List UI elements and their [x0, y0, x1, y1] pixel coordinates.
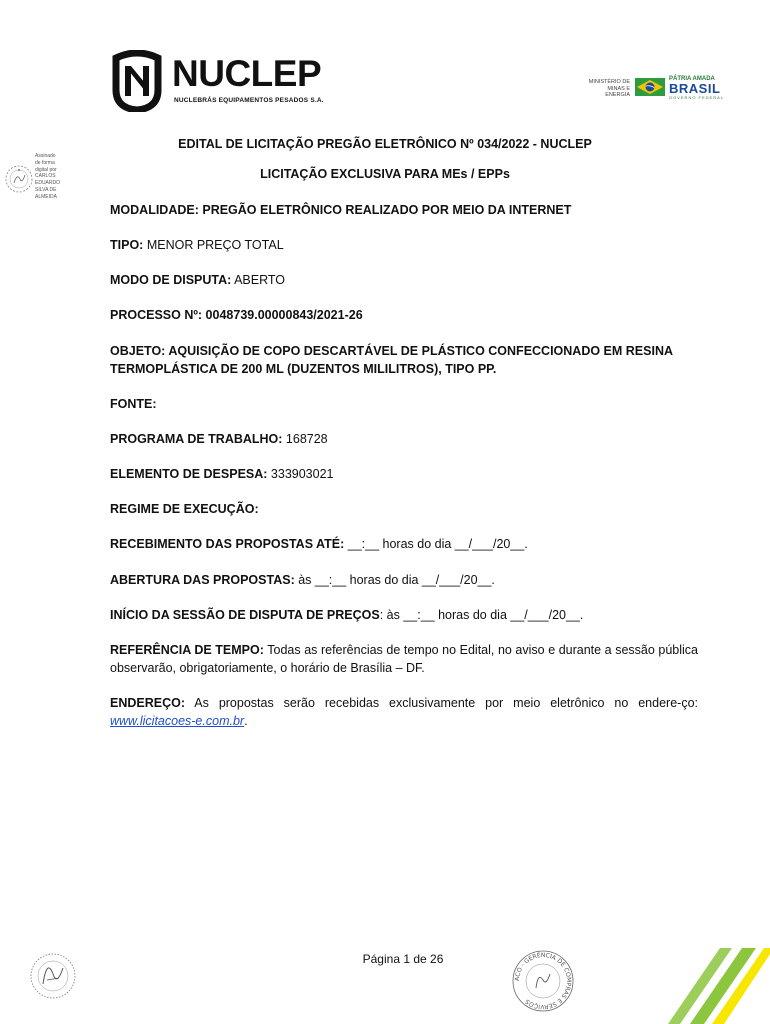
endereco-label: ENDEREÇO:: [110, 696, 186, 710]
abertura-value: às __:__ horas do dia __/___/20__.: [294, 573, 495, 587]
elemento-despesa-label: ELEMENTO DE DESPESA:: [110, 467, 268, 481]
programa-trabalho-label: PROGRAMA DE TRABALHO:: [110, 432, 283, 446]
inicio-sessao-label: INÍCIO DA SESSÃO DE DISPUTA DE PREÇOS: [110, 608, 380, 622]
recebimento-value: __:__ horas do dia __/___/20__.: [344, 537, 528, 551]
modo-disputa-line: [110, 271, 698, 289]
referencia-tempo-label: REFERÊNCIA DE TEMPO:: [110, 643, 264, 657]
modo-disputa-value: ABERTO: [231, 273, 286, 287]
nuclep-logo: [108, 50, 348, 112]
processo-line: [110, 306, 698, 324]
processo-label: PROCESSO Nº: [110, 308, 198, 322]
government-logo: [585, 76, 725, 100]
licitacoes-link[interactable]: www.licitacoes-e.com.br: [110, 714, 245, 728]
referencia-tempo-value: Todas as referências de tempo no Edital, no aviso e durante a sessão pública observarão, obrigatoriamente, o horário de Brasília – DF.: [110, 643, 698, 675]
processo-value: : 0048739.00000843/2021-26: [197, 308, 363, 322]
endereco-end: .: [244, 714, 248, 728]
brazil-flag-icon: [635, 78, 665, 96]
endereco-value: As propostas serão recebidas exclusivamente por meio eletrônico no endere-ço:: [185, 696, 698, 710]
signature-text: Assinado de forma digital por CARLOS EDUARDO SILVA DE ALMEIDA: [35, 153, 61, 200]
referencia-tempo-paragraph: [110, 641, 698, 677]
tipo-value: MENOR PREÇO TOTAL: [143, 238, 284, 252]
gov-country: BRASIL: [669, 81, 721, 96]
abertura-label: ABERTURA DAS PROPOSTAS:: [110, 573, 295, 587]
recebimento-line: [110, 535, 698, 553]
ministry-label: MINISTÉRIO DE MINAS E ENERGIA: [588, 79, 630, 98]
tipo-label: TIPO:: [110, 238, 144, 252]
page-number: Página 1 de 26: [362, 952, 444, 966]
elemento-despesa-line: [110, 465, 698, 483]
rubric-signature-seal: [25, 950, 81, 1002]
nuclep-logo-mark: [108, 50, 166, 112]
objeto-line: OBJETO: AQUISIÇÃO DE COPO DESCARTÁVEL DE PLÁSTICO CONFECCIONADO EM RESINA TERMOPLÁSTICA DE 200 ML (DUZENTOS MILILITROS), TIPO PP.: [110, 344, 673, 376]
decorative-stripes: [632, 944, 770, 1024]
gov-slogan: PÁTRIA AMADA: [669, 76, 715, 82]
gerencia-compras-stamp: [508, 946, 578, 1016]
document-subtitle: LICITAÇÃO EXCLUSIVA PARA MEs / EPPs: [260, 167, 510, 181]
tipo-line: [110, 236, 698, 254]
fonte-line: FONTE:: [110, 397, 157, 411]
modo-disputa-label: MODO DE DISPUTA:: [110, 273, 232, 287]
modalidade-line: MODALIDADE: PREGÃO ELETRÔNICO REALIZADO POR MEIO DA INTERNET: [110, 203, 572, 217]
programa-trabalho-value: 168728: [282, 432, 328, 446]
logo-subtitle: NUCLEBRÁS EQUIPAMENTOS PESADOS S.A.: [174, 97, 324, 104]
gov-federal: GOVERNO FEDERAL: [669, 95, 725, 100]
inicio-sessao-line: [110, 606, 698, 624]
endereco-paragraph: [110, 694, 698, 730]
abertura-line: [110, 571, 698, 589]
logo-name: NUCLEP: [172, 53, 322, 94]
svg-text:ACO - GERÊNCIA DE COMPRAS E SE: ACO - GERÊNCIA DE COMPRAS E SERVIÇOS: [513, 951, 573, 1011]
programa-trabalho-line: [110, 430, 698, 448]
regime-execucao-line: REGIME DE EXECUÇÃO:: [110, 502, 259, 516]
document-title: EDITAL DE LICITAÇÃO PREGÃO ELETRÔNICO Nº 034/2022 - NUCLEP: [178, 137, 592, 151]
recebimento-label: RECEBIMENTO DAS PROPOSTAS ATÉ:: [110, 537, 345, 551]
inicio-sessao-value: : às __:__ horas do dia __/___/20__.: [379, 608, 584, 622]
elemento-despesa-value: 333903021: [267, 467, 334, 481]
